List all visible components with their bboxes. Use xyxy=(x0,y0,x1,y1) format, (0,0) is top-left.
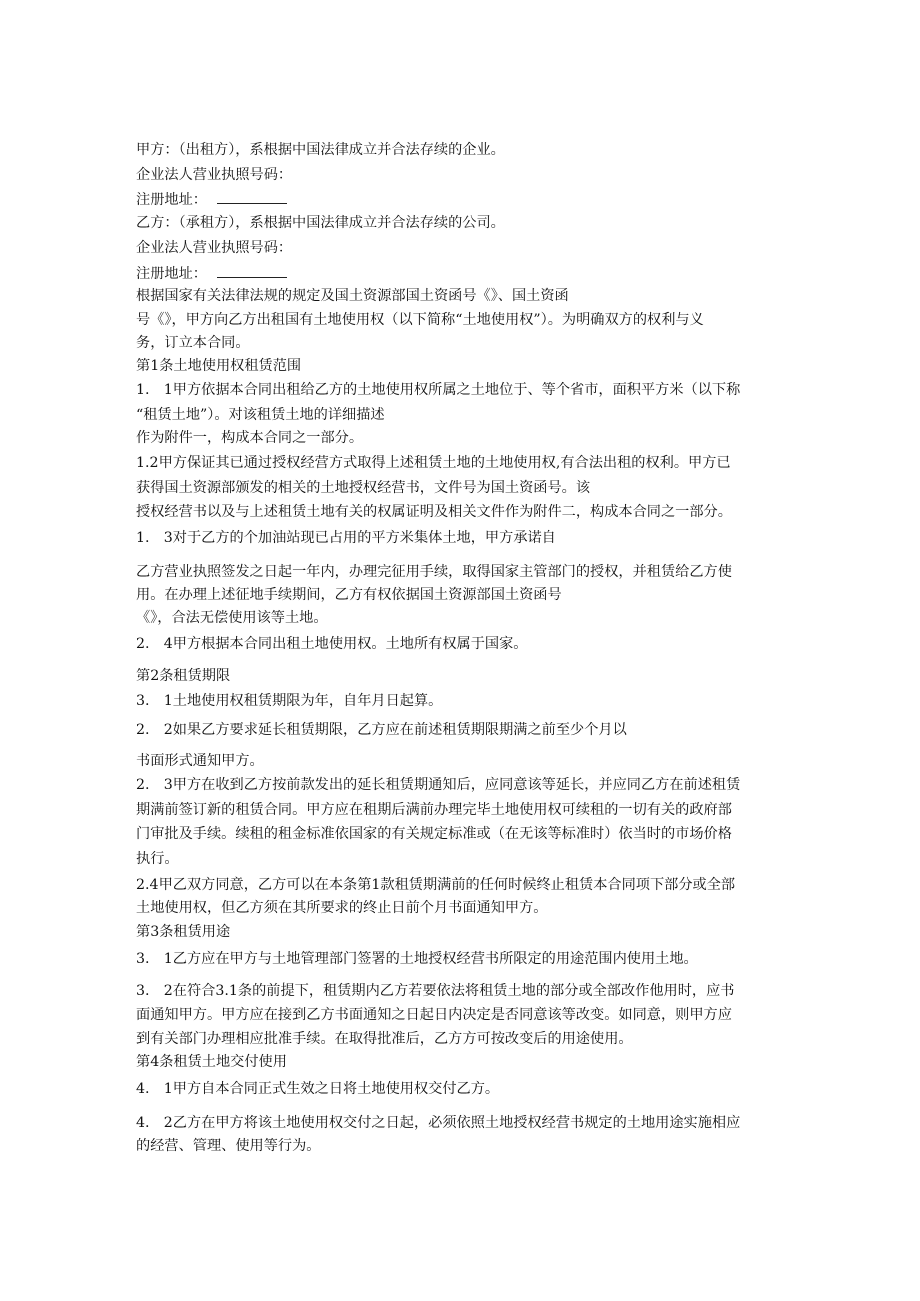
article-1-heading: 第1条土地使用权租赁范围 xyxy=(136,358,302,374)
clause-line: 到有关部门办理相应批准手续。在取得批准后，乙方方可按改变后的用途使用。 xyxy=(136,1031,633,1047)
party-a-address-line xyxy=(136,190,287,208)
article-4-heading: 第4条租赁土地交付使用 xyxy=(136,1054,287,1070)
clause-line: 3. 1土地使用权租赁期限为年，自年月日起算。 xyxy=(136,693,443,709)
clause-line: 书面形式通知甲方。 xyxy=(136,753,264,769)
clause-line: 作为附件一，构成本合同之一部分。 xyxy=(136,430,364,446)
clause-line: 面通知甲方。甲方应在接到乙方书面通知之日起日内决定是否同意该等改变。如同意，则甲方应 xyxy=(136,1007,732,1023)
clause-line: 执行。 xyxy=(136,851,179,867)
party-a-address-label: 注册地址： xyxy=(136,192,207,208)
clause-line: 4. 1甲方自本合同正式生效之日将土地使用权交付乙方。 xyxy=(136,1081,500,1097)
preamble-line: 根据国家有关法律法规的规定及国土资源部国土资函号《》、国土资函 xyxy=(136,288,569,304)
clause-line: 授权经营书以及与上述租赁土地有关的权属证明及相关文件作为附件二，构成本合同之一部分。 xyxy=(136,504,732,520)
party-a-line: 甲方：（出租方），系根据中国法律成立并合法存续的企业。 xyxy=(136,142,505,158)
party-b-address-blank xyxy=(217,264,287,278)
clause-line: 1. 1甲方依据本合同出租给乙方的土地使用权所属之土地位于、等个省市，面积平方米（以下称 xyxy=(136,382,741,398)
clause-line: 2.4甲乙双方同意，乙方可以在本条第1款租赁期满前的任何时候终止租赁本合同项下部分或全部 xyxy=(136,877,736,893)
clause-line: “租赁土地”）。对该租赁土地的详细描述 xyxy=(136,407,385,423)
clause-line: 门审批及手续。续租的租金标准依国家的有关规定标准或（在无该等标准时）依当时的市场价格 xyxy=(136,826,732,842)
article-2-heading: 第2条租赁期限 xyxy=(136,668,231,684)
party-b-address-line xyxy=(136,264,287,282)
party-b-license-line: 企业法人营业执照号码： xyxy=(136,240,293,256)
clause-line: 1.2甲方保证其已通过授权经营方式取得上述租赁土地的土地使用权,有合法出租的权利。甲方已 xyxy=(136,455,731,471)
clause-line: 获得国土资源部颁发的相关的土地授权经营书，文件号为国土资函号。该 xyxy=(136,480,591,496)
clause-line: 土地使用权，但乙方须在其所要求的终止日前个月书面通知甲方。 xyxy=(136,900,548,916)
party-b-line: 乙方：（承租方），系根据中国法律成立并合法存续的公司。 xyxy=(136,215,505,231)
clause-line: 期满前签订新的租赁合同。甲方应在租期后满前办理完毕土地使用权可续租的一切有关的政府部 xyxy=(136,802,732,818)
clause-line: 的经营、管理、使用等行为。 xyxy=(136,1138,321,1154)
clause-line: 用。在办理上述征地手续期间，乙方有权依据国土资源部国土资函号 xyxy=(136,587,562,603)
clause-line: 2. 3甲方在收到乙方按前款发出的延长租赁期通知后，应同意该等延长，并应同乙方在前述租赁 xyxy=(136,777,741,793)
clause-line: 2. 4甲方根据本合同出租土地使用权。土地所有权属于国家。 xyxy=(136,636,528,652)
clause-line: 3. 1乙方应在甲方与土地管理部门签署的土地授权经营书所限定的用途范围内使用土地。 xyxy=(136,951,698,967)
article-3-heading: 第3条租赁用途 xyxy=(136,924,231,940)
clause-line: 3. 2在符合3.1条的前提下，租赁期内乙方若要依法将租赁土地的部分或全部改作他用时，应书 xyxy=(136,983,735,999)
clause-line: 《》，合法无偿使用该等土地。 xyxy=(136,610,328,626)
clause-line: 乙方营业执照签发之日起一年内，办理完征用手续，取得国家主管部门的授权，并租赁给乙方使 xyxy=(136,564,732,580)
preamble-line: 号《》，甲方向乙方出租国有土地使用权（以下简称“土地使用权”）。为明确双方的权利与义 xyxy=(136,312,704,328)
clause-line: 2. 2如果乙方要求延长租赁期限，乙方应在前述租赁期限期满之前至少个月以 xyxy=(136,722,627,738)
preamble-line: 务，订立本合同。 xyxy=(136,335,250,351)
clause-line: 4. 2乙方在甲方将该土地使用权交付之日起，必须依照土地授权经营书规定的土地用途实施相应 xyxy=(136,1115,741,1131)
party-a-address-blank xyxy=(217,190,287,204)
clause-line: 1. 3对于乙方的个加油站现已占用的平方米集体土地，甲方承诺自 xyxy=(136,530,556,546)
party-a-license-line: 企业法人营业执照号码： xyxy=(136,167,293,183)
party-b-address-label: 注册地址： xyxy=(136,266,207,282)
